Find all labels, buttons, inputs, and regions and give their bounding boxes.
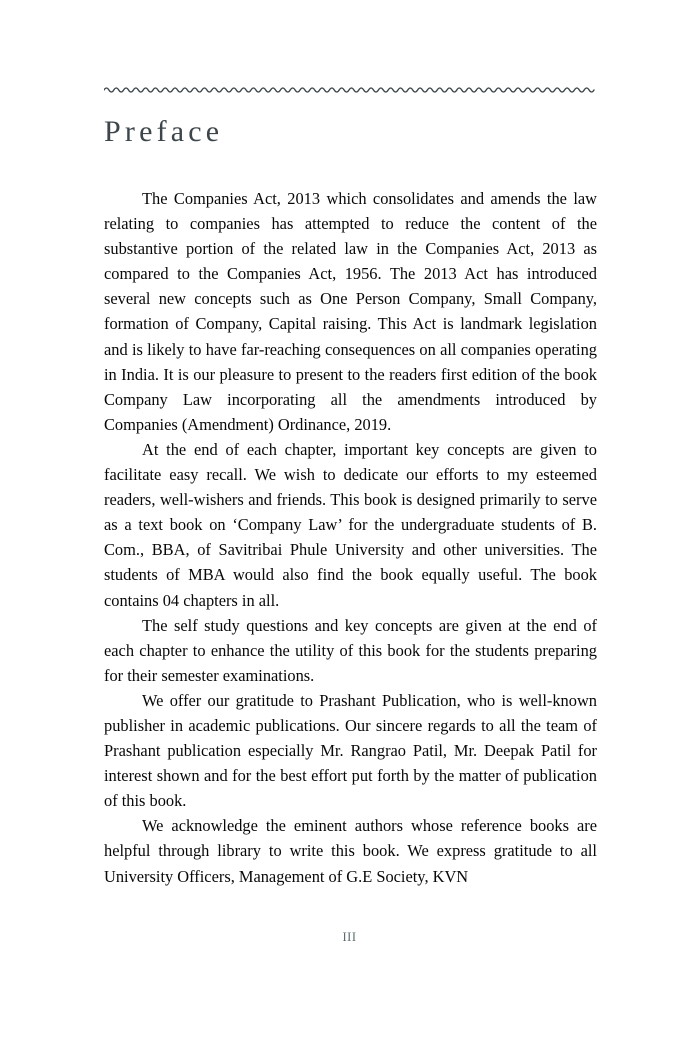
paragraph: We acknowledge the eminent authors whose reference books are helpful through library to write this book. We express gratitude to all University Officers, Management of G.E Society, KVN xyxy=(104,816,597,886)
paragraph: The self study questions and key concepts are given at the end of each chapter to enhance the utility of this book for the students preparing for their semester examinations. xyxy=(104,615,597,685)
page-title: Preface xyxy=(104,115,224,148)
wavy-divider-icon xyxy=(104,83,597,97)
paragraph: At the end of each chapter, important key concepts are given to facilitate easy recall. We wish to dedicate our efforts to my esteemed readers, well-wishers and friends. This book is designed primarily to serve as a text book on ‘Company Law’ for the undergraduate students of B. Com., BBA, of Savitribai Phule University and other universities. The students of MBA would also find the book equally useful. The book contains 04 chapters in all. xyxy=(104,439,597,610)
paragraph: The Companies Act, 2013 which consolidates and amends the law relating to companies has attempted to reduce the content of the substantive portion of the related law in the Companies Act, 2013 as compared to the Companies Act, 1956. The 2013 Act has introduced several new concepts such as One Person Company, Small Company, formation of Company, Capital raising. This Act is landmark legislation and is likely to have far-reaching consequences on all companies operating in India. It is our pleasure to present to the readers first edition of the book Company Law incorporating all the amendments introduced by Companies (Amendment) Ordinance, 2019. xyxy=(104,189,597,434)
page-number: III xyxy=(342,930,357,944)
paragraph: We offer our gratitude to Prashant Publication, who is well-known publisher in academic publications. Our sincere regards to all the team of Prashant publication especially Mr. Rangrao Patil, Mr. Deepak Patil for interest shown and for the best effort put forth by the matter of publication of this book. xyxy=(104,690,597,811)
preface-body xyxy=(104,186,597,889)
